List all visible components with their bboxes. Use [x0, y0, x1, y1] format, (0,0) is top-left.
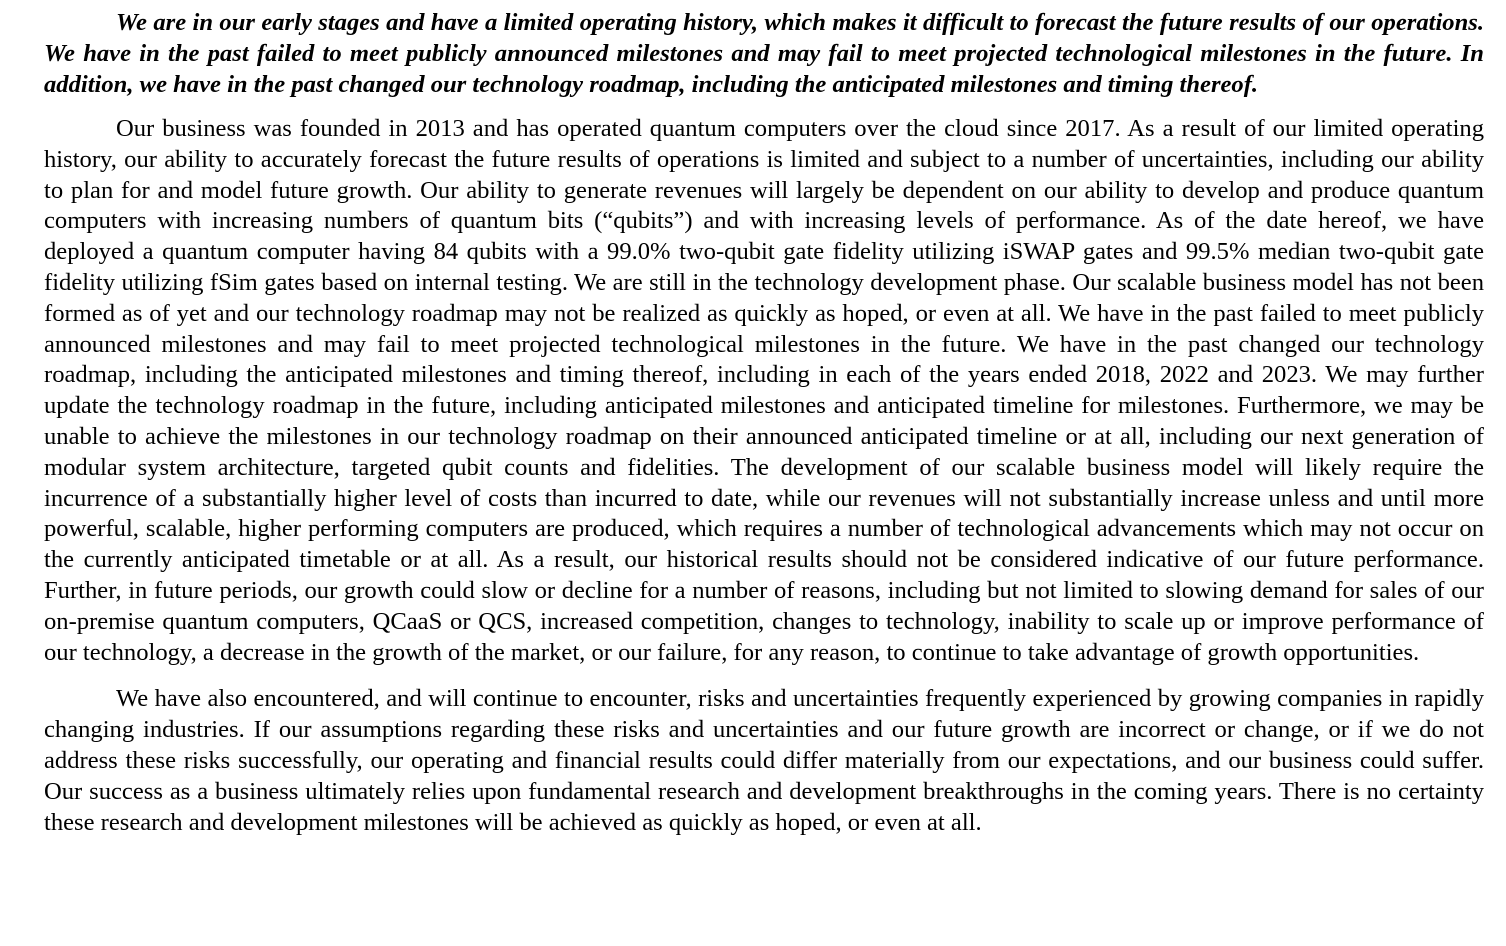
risk-factor-heading: We are in our early stages and have a limited operating history, which makes it difficult to forecast the future results of our operations. We have in the past failed to meet publicly announced milestones and may fail to meet projected technological milestones in the future. In addition, we have in the past changed our technology roadmap, including the anticipated milestones and timing thereof.: [44, 9, 1484, 98]
paragraph-risks-uncertainties: We have also encountered, and will continue to encounter, risks and uncertainties frequently experienced by growing companies in rapidly changing industries. If our assumptions regarding these risks and uncertainties and our future growth are incorrect or change, or if we do not address these risks successfully, our operating and financial results could differ materially from our expectations, and our business could suffer. Our success as a business ultimately relies upon fundamental research and development breakthroughs in the coming years. There is no certainty these research and development milestones will be achieved as quickly as hoped, or even at all.: [44, 685, 1484, 836]
paragraph-operating-history: Our business was founded in 2013 and has operated quantum computers over the cloud since 2017. As a result of our limited operating history, our ability to accurately forecast the future results of operations is limited and subject to a number of uncertainties, including our ability to plan for and model future growth. Our ability to generate revenues will largely be dependent on our ability to develop and produce quantum computers with increasing numbers of quantum bits (“qubits”) and with increasing levels of performance. As of the date hereof, we have deployed a quantum computer having 84 qubits with a 99.0% two-qubit gate fidelity utilizing iSWAP gates and 99.5% median two-qubit gate fidelity utilizing fSim gates based on internal testing. We are still in the technology development phase. Our scalable business model has not been formed as of yet and our technology roadmap may not be realized as quickly as hoped, or even at all. We have in the past failed to meet publicly announced milestones and may fail to meet projected technological milestones in the future. We have in the past changed our technology roadmap, including the anticipated milestones and timing thereof, including in each of the years ended 2018, 2022 and 2023. We may further update the technology roadmap in the future, including anticipated milestones and anticipated timeline for milestones. Furthermore, we may be unable to achieve the milestones in our technology roadmap on their announced anticipated timeline or at all, including our next generation of modular system architecture, targeted qubit counts and fidelities. The development of our scalable business model will likely require the incurrence of a substantially higher level of costs than incurred to date, while our revenues will not substantially increase unless and until more powerful, scalable, higher performing computers are produced, which requires a number of technological advancements which may not occur on the currently anticipated timetable or at all. As a result, our historical results should not be considered indicative of our future performance. Further, in future periods, our growth could slow or decline for a number of reasons, including but not limited to slowing demand for sales of our on-premise quantum computers, QCaaS or QCS, increased competition, changes to technology, inability to scale up or improve performance of our technology, a decrease in the growth of the market, or our failure, for any reason, to continue to take advantage of growth opportunities.: [44, 115, 1484, 666]
document-body: [44, 7, 1484, 854]
